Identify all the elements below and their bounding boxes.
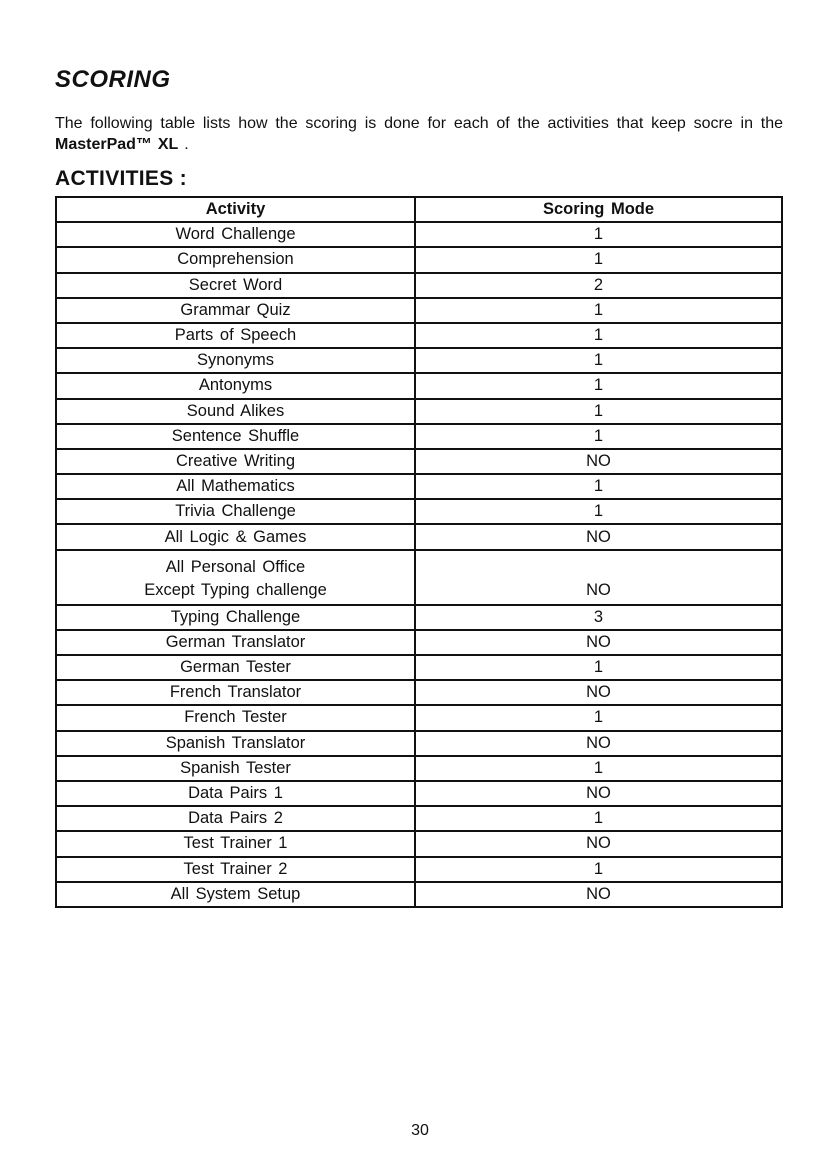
scoring-mode-cell: NO bbox=[415, 550, 782, 605]
table-row bbox=[56, 680, 782, 705]
table-row bbox=[56, 373, 782, 398]
table-row bbox=[56, 424, 782, 449]
scoring-mode-cell: 1 bbox=[415, 499, 782, 524]
scoring-mode-cell: 1 bbox=[415, 424, 782, 449]
activity-cell: German Tester bbox=[56, 655, 415, 680]
table-header-row bbox=[56, 197, 782, 222]
product-name: MasterPad™ XL bbox=[55, 136, 179, 153]
activity-cell: Comprehension bbox=[56, 247, 415, 272]
activity-cell: French Tester bbox=[56, 705, 415, 730]
table-row bbox=[56, 831, 782, 856]
scoring-mode-cell: 2 bbox=[415, 273, 782, 298]
scoring-mode-cell: 1 bbox=[415, 222, 782, 247]
table-row bbox=[56, 806, 782, 831]
activity-cell: Parts of Speech bbox=[56, 323, 415, 348]
intro-end: . bbox=[184, 136, 189, 153]
scoring-mode-cell: NO bbox=[415, 524, 782, 549]
table-row bbox=[56, 323, 782, 348]
intro-paragraph bbox=[55, 113, 783, 155]
activity-cell: Test Trainer 2 bbox=[56, 857, 415, 882]
table-row bbox=[56, 298, 782, 323]
activity-cell: Data Pairs 2 bbox=[56, 806, 415, 831]
table-row bbox=[56, 222, 782, 247]
activity-cell: All Logic & Games bbox=[56, 524, 415, 549]
activity-cell: Secret Word bbox=[56, 273, 415, 298]
scoring-mode-cell: 1 bbox=[415, 756, 782, 781]
table-row bbox=[56, 550, 782, 605]
table-row bbox=[56, 705, 782, 730]
activity-cell: Grammar Quiz bbox=[56, 298, 415, 323]
table-row bbox=[56, 273, 782, 298]
table-row bbox=[56, 756, 782, 781]
scoring-mode-cell: NO bbox=[415, 731, 782, 756]
activity-cell: Test Trainer 1 bbox=[56, 831, 415, 856]
activity-cell: Creative Writing bbox=[56, 449, 415, 474]
activity-cell: All Mathematics bbox=[56, 474, 415, 499]
table-row bbox=[56, 499, 782, 524]
activity-cell: Antonyms bbox=[56, 373, 415, 398]
scoring-mode-cell: NO bbox=[415, 831, 782, 856]
activity-cell: All System Setup bbox=[56, 882, 415, 907]
activity-cell: Trivia Challenge bbox=[56, 499, 415, 524]
page-title: SCORING bbox=[55, 66, 171, 93]
scoring-mode-cell: 1 bbox=[415, 474, 782, 499]
table-row bbox=[56, 655, 782, 680]
activity-cell: Synonyms bbox=[56, 348, 415, 373]
scoring-mode-cell: 1 bbox=[415, 298, 782, 323]
activity-cell: Word Challenge bbox=[56, 222, 415, 247]
table-row bbox=[56, 399, 782, 424]
activity-cell: Sound Alikes bbox=[56, 399, 415, 424]
table-row bbox=[56, 449, 782, 474]
activity-cell: Data Pairs 1 bbox=[56, 781, 415, 806]
table-row bbox=[56, 474, 782, 499]
header-scoring-mode: Scoring Mode bbox=[415, 197, 782, 222]
scoring-mode-cell: 3 bbox=[415, 605, 782, 630]
activity-cell: Spanish Tester bbox=[56, 756, 415, 781]
section-heading: ACTIVITIES : bbox=[55, 167, 187, 190]
activity-cell: Spanish Translator bbox=[56, 731, 415, 756]
scoring-mode-cell: 1 bbox=[415, 323, 782, 348]
scoring-mode-cell: 1 bbox=[415, 399, 782, 424]
activity-line: All Personal Office bbox=[165, 557, 306, 576]
table-row bbox=[56, 348, 782, 373]
header-activity: Activity bbox=[56, 197, 415, 222]
scoring-mode-cell: NO bbox=[415, 630, 782, 655]
scoring-mode-cell: NO bbox=[415, 680, 782, 705]
scoring-mode-cell: NO bbox=[415, 449, 782, 474]
intro-text: The following table lists how the scoring is done for each of the activities that keep socre in the bbox=[55, 115, 783, 132]
scoring-table bbox=[55, 196, 783, 908]
table-row bbox=[56, 882, 782, 907]
table-body bbox=[56, 222, 782, 907]
activity-cell: Sentence Shuffle bbox=[56, 424, 415, 449]
activity-cell: German Translator bbox=[56, 630, 415, 655]
scoring-mode-cell: NO bbox=[415, 882, 782, 907]
scoring-mode-cell: 1 bbox=[415, 655, 782, 680]
activity-cell bbox=[56, 550, 415, 605]
table-row bbox=[56, 247, 782, 272]
activity-cell: Typing Challenge bbox=[56, 605, 415, 630]
table-row bbox=[56, 630, 782, 655]
table-row bbox=[56, 857, 782, 882]
scoring-mode-cell: 1 bbox=[415, 373, 782, 398]
table-row bbox=[56, 731, 782, 756]
scoring-mode-cell: NO bbox=[415, 781, 782, 806]
activity-line: Except Typing challenge bbox=[144, 580, 327, 599]
activity-cell: French Translator bbox=[56, 680, 415, 705]
page-number: 30 bbox=[411, 1122, 429, 1139]
scoring-mode-cell: 1 bbox=[415, 348, 782, 373]
scoring-mode-cell: 1 bbox=[415, 705, 782, 730]
table-row bbox=[56, 524, 782, 549]
scoring-mode-cell: 1 bbox=[415, 806, 782, 831]
scoring-mode-cell: 1 bbox=[415, 247, 782, 272]
table-row bbox=[56, 781, 782, 806]
table-row bbox=[56, 605, 782, 630]
scoring-mode-cell: 1 bbox=[415, 857, 782, 882]
